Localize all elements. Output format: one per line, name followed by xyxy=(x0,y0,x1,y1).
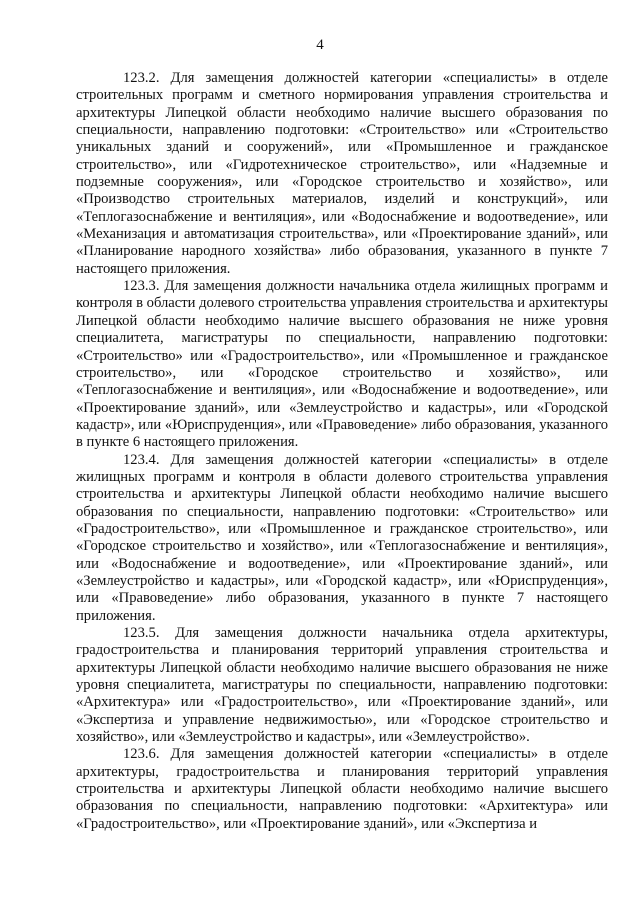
paragraph-123-4: 123.4. Для замещения должностей категории «специалисты» в отделе жилищных программ и контроля в области долевого строительства управления строительства и архитектуры Липецкой области необходимо наличие высшего образования по специальности, направлению подготовки: «Строительство» или «Градостроительство», или «Промышленное и гражданское строительство», или «Городское строительство и хозяйство», или «Теплогазоснабжение и вентиляция», или «Водоснабжение и водоотведение», или «Проектирование зданий», или «Землеустройство и кадастры», или «Городской кадастр», или «Юриспруденция», или «Правоведение» либо образования, указанного в пункте 7 настоящего приложения. xyxy=(76,451,608,624)
paragraph-123-3: 123.3. Для замещения должности начальника отдела жилищных программ и контроля в области долевого строительства управления строительства и архитектуры Липецкой области необходимо наличие высшего образования не ниже уровня специалитета, магистратуры по специальности, направлению подготовки: «Строительство» или «Градостроительство», или «Промышленное и гражданское строительство», или «Городское строительство и хозяйство», или «Теплогазоснабжение и вентиляция», или «Водоснабжение и водоотведение», или «Проектирование зданий», или «Землеустройство и кадастры», или «Городской кадастр», или «Юриспруденция», или «Правоведение» либо образования, указанного в пункте 6 настоящего приложения. xyxy=(76,278,608,451)
page-number: 4 xyxy=(316,37,324,53)
document-body xyxy=(76,70,608,833)
paragraph-123-6: 123.6. Для замещения должностей категории «специалисты» в отделе архитектуры, градостроительства и планирования территорий управления строительства и архитектуры Липецкой области необходимо наличие высшего образования по специальности, направлению подготовки: «Архитектура» или «Градостроительство», или «Проектирование зданий», или «Экспертиза и xyxy=(76,746,608,832)
paragraph-123-5: 123.5. Для замещения должности начальника отдела архитектуры, градостроительства и планирования территорий управления строительства и архитектуры Липецкой области необходимо наличие высшего образования не ниже уровня специалитета, магистратуры по специальности, направлению подготовки: «Архитектура» или «Градостроительство», или «Проектирование зданий», или «Экспертиза и управление недвижимостью», или «Городское строительство и хозяйство», или «Землеустройство и кадастры», или «Землеустройство». xyxy=(76,625,608,746)
paragraph-123-2: 123.2. Для замещения должностей категории «специалисты» в отделе строительных программ и сметного нормирования управления строительства и архитектуры Липецкой области необходимо наличие высшего образования по специальности, направлению подготовки: «Строительство» или «Строительство уникальных зданий и сооружений», или «Промышленное и гражданское строительство», или «Гидротехническое строительство», или «Надземные и подземные сооружения», или «Городское строительство и хозяйство», или «Производство строительных материалов, изделий и конструкций», или «Теплогазоснабжение и вентиляция», или «Водоснабжение и водоотведение», или «Механизация и автоматизация строительства», или «Проектирование зданий», или «Планирование народного хозяйства» либо образования, указанного в пункте 7 настоящего приложения. xyxy=(76,70,608,277)
